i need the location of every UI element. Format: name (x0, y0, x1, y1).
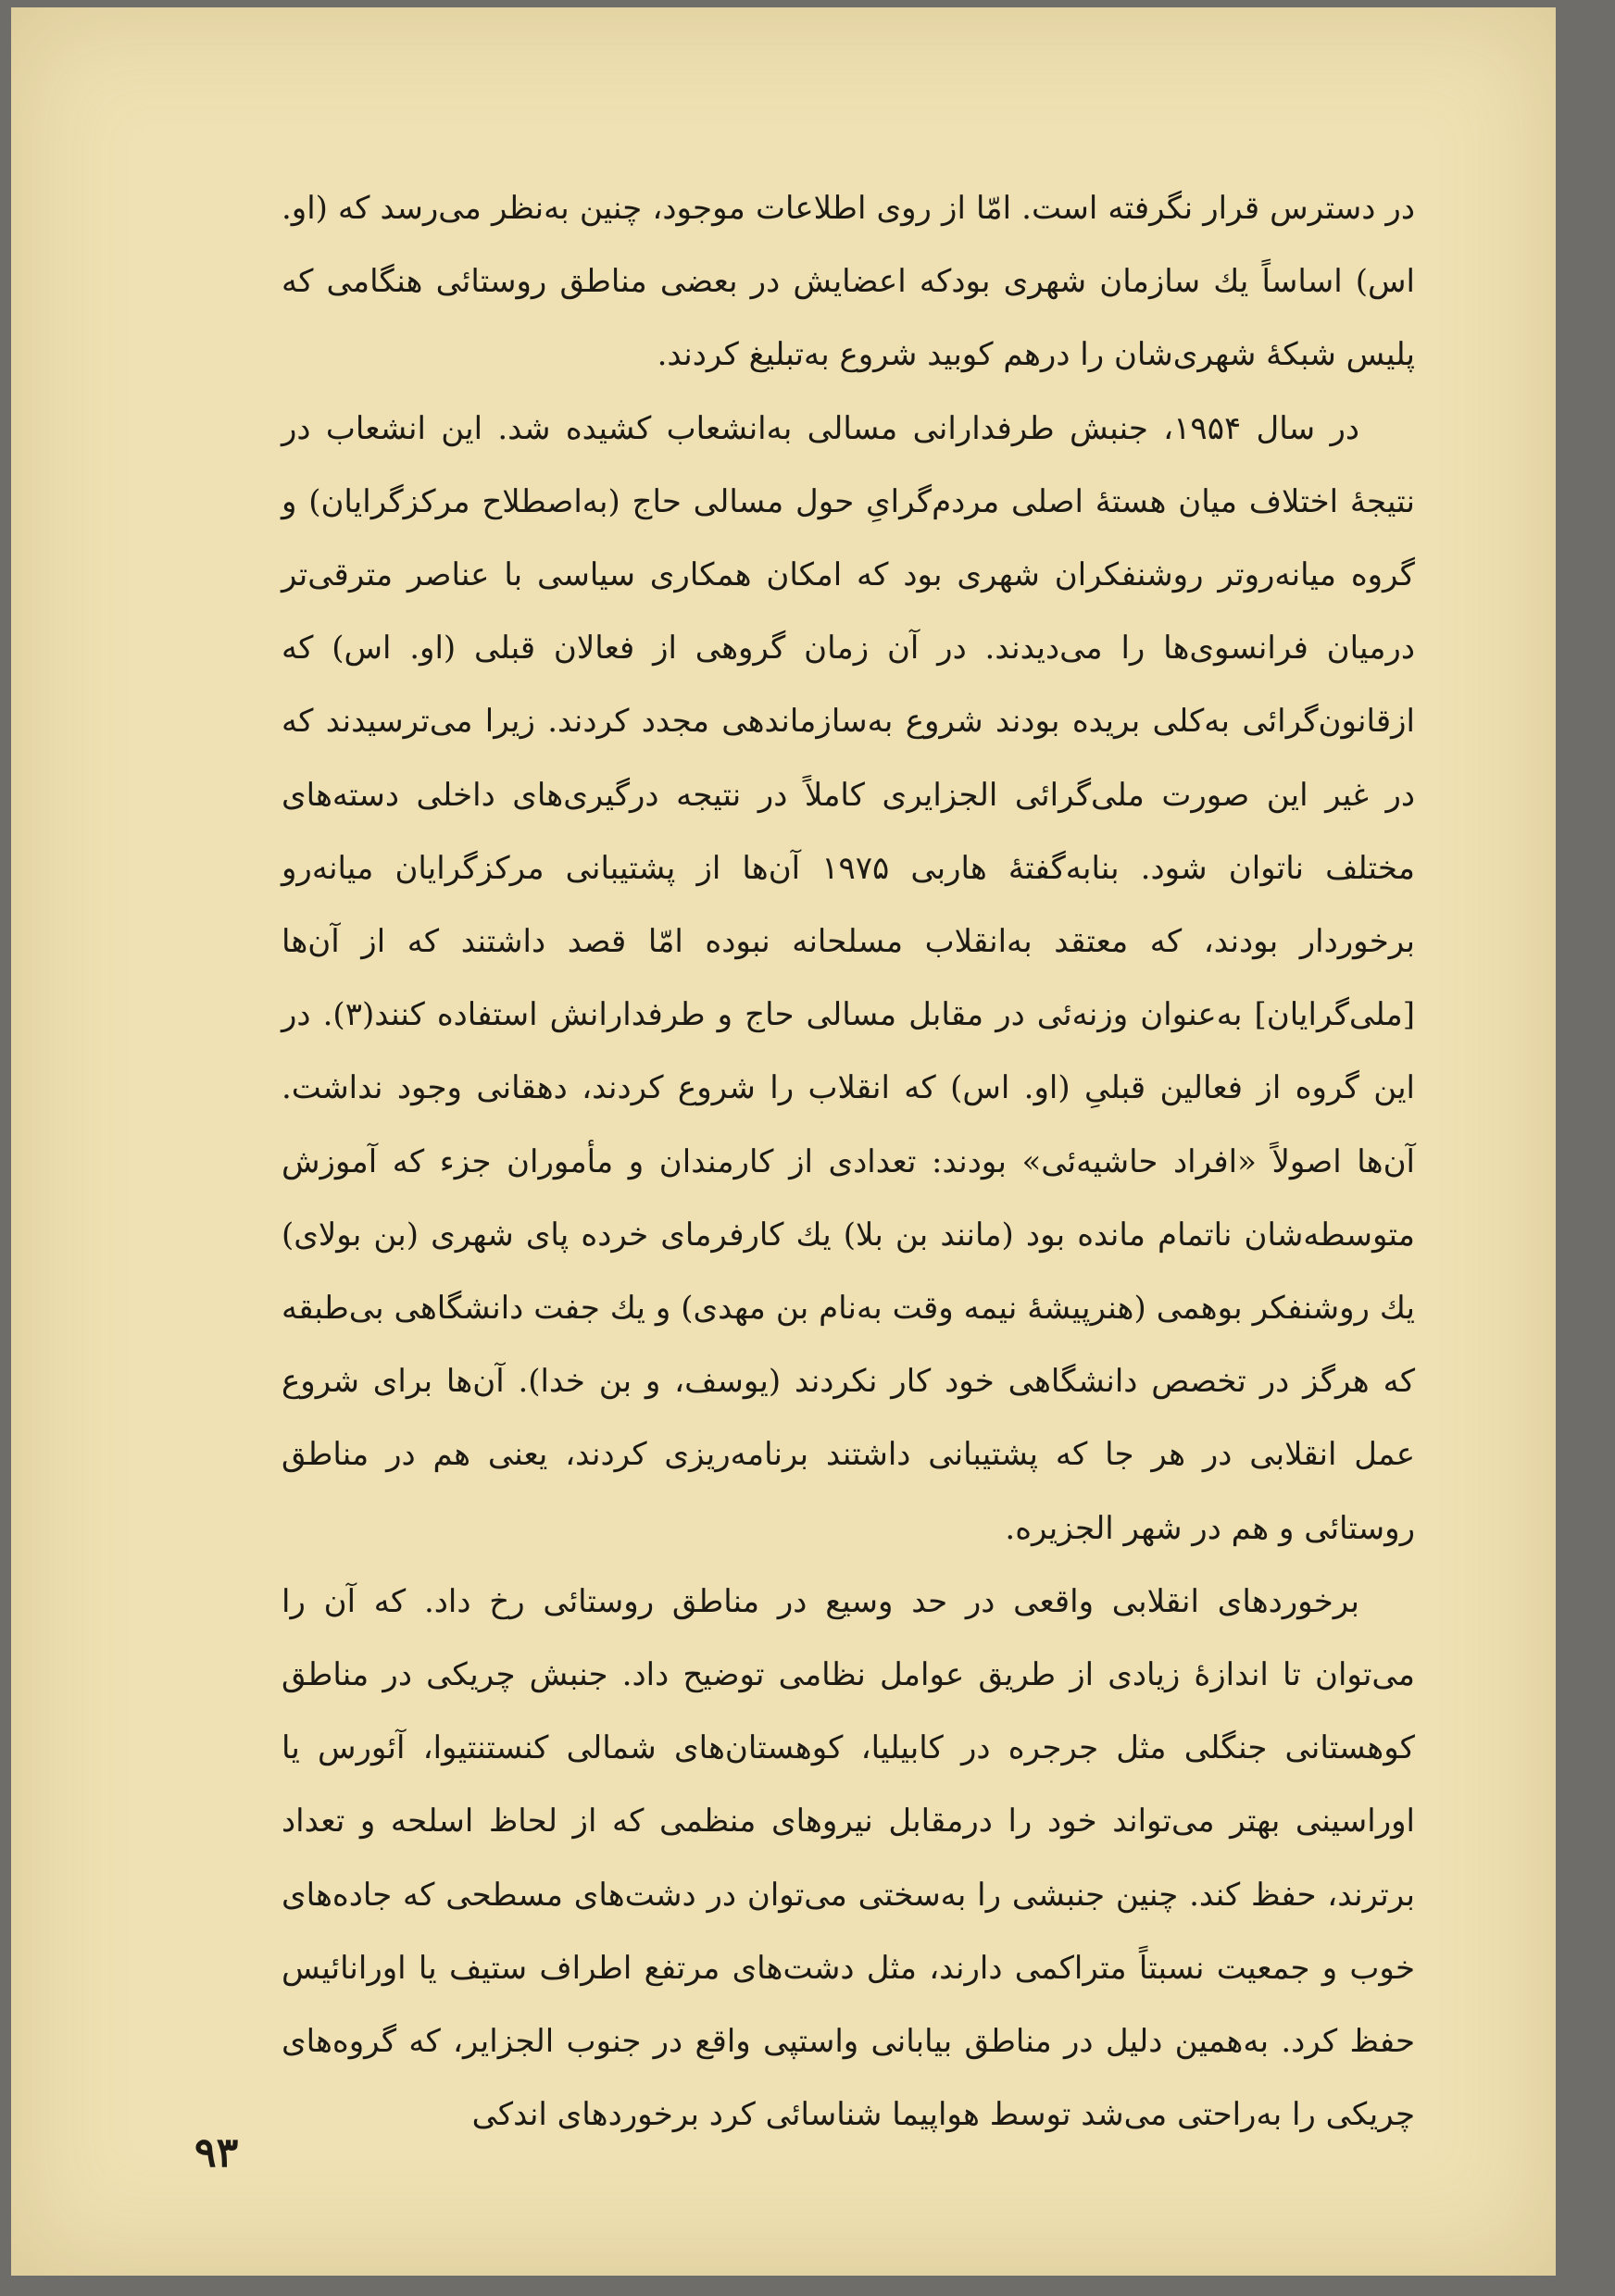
paragraph-1: در دسترس قرار نگرفته است. امّا از روی اطلاعات موجود، چنین به‌نظر می‌رسد که (او. اس) اساساً یك سازمان شهری بودکه اعضایش در بعضی مناطق روستائی هنگامی که پلیس شبکهٔ شهری‌شان را درهم کوبید شروع به‌تبلیغ کردند. (282, 190, 1415, 374)
paragraph-3: برخوردهای انقلابی واقعی در حد وسیع در مناطق روستائی رخ داد. که آن را می‌توان تا اندازهٔ زیادی از طریق عوامل نظامی توضیح داد. جنبش چریکی در مناطق کوهستانی جنگلی مثل جرجره در کابیلیا، کوهستان‌های شمالی کنستنتیوا، آئورس یا اوراسینی بهتر می‌تواند خود را درمقابل نیروهای منظمی که از لحاظ اسلحه و تعداد برترند، حفظ کند. چنین جنبشی را به‌سختی می‌توان در دشت‌های مسطحی که جاده‌های خوب و جمعیت نسبتاً متراکمی دارند، مثل دشت‌های مرتفع اطراف ستیف یا اورانائیس حفظ کرد. به‌همین دلیل در مناطق بیابانی واستپی واقع در جنوب الجزایر، که گروه‌های چریکی را به‌راحتی می‌شد توسط هواپیما شناسائی کرد برخوردهای اندکی (282, 1582, 1416, 2134)
body-text (282, 172, 1415, 2152)
document-page (11, 7, 1556, 2276)
page-number: ۹۳ (194, 2129, 239, 2177)
paragraph-2: در سال ۱۹۵۴، جنبش طرفدارانی مسالی به‌انشعاب کشیده شد. این انشعاب در نتیجهٔ اختلاف میان هستهٔ اصلی مردم‌گرایِ حول مسالی حاج (به‌اصطلاح مرکزگرایان) و گروه میانه‌روتر روشنفکران شهری بود که امکان همکاری سیاسی با عناصر مترقی‌تر درمیان فرانسوی‌ها را می‌دیدند. در آن زمان گروهی از فعالان قبلی (او. اس) که ازقانون‌گرائی به‌کلی بریده بودند شروع به‌سازماندهی مجدد کردند. زیرا می‌ترسیدند که در غیر این صورت ملی‌گرائی الجزایری کاملاً در نتیجه درگیری‌های داخلی دسته‌های مختلف ناتوان شود. بنابه‌گفتهٔ هاربی ۱۹۷۵ آن‌ها از پشتیبانی مرکزگرایان میانه‌رو برخوردار بودند، که معتقد به‌انقلاب مسلحانه نبوده امّا قصد داشتند که از آن‌ها [ملی‌گرایان] به‌عنوان وزنه‌ئی در مقابل مسالی حاج و طرفدارانش استفاده کنند(۳). در این گروه از فعالین قبلیِ (او. اس) که انقلاب را شروع کردند، دهقانی وجود نداشت. آن‌ها اصولاً «افراد حاشیه‌ئی» بودند: تعدادی از کارمندان و مأموران جزء که آموزش متوسطه‌شان ناتمام مانده بود (مانند بن بلا) یك کارفرمای خرده پای شهری (بن بولای) یك روشنفکر بوهمی (هنرپیشهٔ نیمه وقت به‌نام بن مهدی) و یك جفت دانشگاهی بی‌طبقه که هرگز در تخصص دانشگاهی خود کار نکردند (یوسف، و بن خدا). آن‌ها برای شروع عمل انقلابی در هر جا که پشتیبانی داشتند برنامه‌ریزی کردند، یعنی هم در مناطق روستائی و هم در شهر الجزیره. (282, 409, 1415, 1547)
